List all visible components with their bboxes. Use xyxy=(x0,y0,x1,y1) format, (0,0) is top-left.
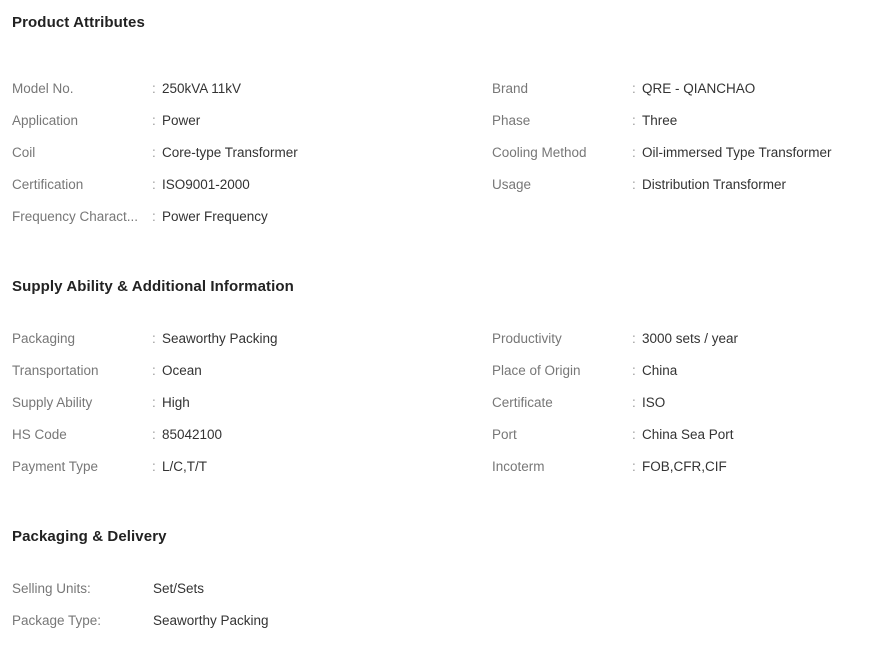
attribute-separator: : xyxy=(632,363,636,378)
attribute-separator: : xyxy=(152,81,156,96)
attribute-value: Ocean xyxy=(162,363,202,378)
attribute-separator: : xyxy=(632,177,636,192)
attribute-separator: : xyxy=(152,209,156,224)
packaging-value: Set/Sets xyxy=(153,581,205,596)
attribute-label: Model No. xyxy=(12,81,74,96)
product-detail-page xyxy=(0,14,871,646)
attribute-label: Incoterm xyxy=(492,459,545,474)
attribute-value: Power Frequency xyxy=(162,209,268,224)
product-attributes-grid xyxy=(12,73,857,233)
attribute-separator: : xyxy=(632,331,636,346)
attribute-label: Certification xyxy=(12,177,84,192)
attribute-value: High xyxy=(162,395,190,410)
attribute-label-empty xyxy=(492,201,632,233)
attribute-value: ISO xyxy=(642,395,666,410)
attribute-value: 85042100 xyxy=(162,427,223,442)
packaging-label: Package Type: xyxy=(12,613,102,628)
attribute-separator: : xyxy=(152,145,156,160)
attribute-value: FOB,CFR,CIF xyxy=(642,459,727,474)
attribute-label: HS Code xyxy=(12,427,67,442)
attribute-separator: : xyxy=(152,331,156,346)
attribute-label: Phase xyxy=(492,113,531,128)
attribute-separator: : xyxy=(632,427,636,442)
attribute-value: Distribution Transformer xyxy=(642,177,787,192)
attribute-label: Packaging xyxy=(12,331,76,346)
attribute-separator: : xyxy=(632,395,636,410)
attribute-value: Seaworthy Packing xyxy=(162,331,278,346)
packaging-value: Seaworthy Packing xyxy=(153,613,269,628)
attribute-value: China xyxy=(642,363,678,378)
attribute-value: Three xyxy=(642,113,678,128)
attribute-separator: : xyxy=(632,113,636,128)
attribute-value-empty xyxy=(642,201,857,233)
attribute-value: Core-type Transformer xyxy=(162,145,298,160)
attribute-separator: : xyxy=(152,363,156,378)
attribute-separator: : xyxy=(632,459,636,474)
attribute-value: Power xyxy=(162,113,201,128)
attribute-label: Brand xyxy=(492,81,529,96)
attribute-separator: : xyxy=(152,459,156,474)
attribute-label: Payment Type xyxy=(12,459,99,474)
section-title-supply-ability: Supply Ability & Additional Information xyxy=(12,278,294,295)
attribute-value: ISO9001-2000 xyxy=(162,177,250,192)
attribute-value: 3000 sets / year xyxy=(642,331,739,346)
attribute-label: Certificate xyxy=(492,395,553,410)
supply-ability-grid xyxy=(12,323,857,483)
attribute-label: Application xyxy=(12,113,79,128)
attribute-label: Transportation xyxy=(12,363,99,378)
attribute-separator-empty xyxy=(632,201,642,233)
section-title-product-attributes: Product Attributes xyxy=(12,14,145,31)
attribute-value: L/C,T/T xyxy=(162,459,208,474)
attribute-label: Coil xyxy=(12,145,36,160)
section-title-packaging-delivery: Packaging & Delivery xyxy=(12,528,167,545)
attribute-label: Place of Origin xyxy=(492,363,581,378)
attribute-separator: : xyxy=(152,395,156,410)
packaging-label: Selling Units: xyxy=(12,581,91,596)
attribute-label: Port xyxy=(492,427,517,442)
attribute-value: 250kVA 11kV xyxy=(162,81,242,96)
attribute-separator: : xyxy=(152,113,156,128)
attribute-label: Productivity xyxy=(492,331,562,346)
attribute-separator: : xyxy=(152,177,156,192)
attribute-separator: : xyxy=(152,427,156,442)
attribute-separator: : xyxy=(632,145,636,160)
attribute-separator: : xyxy=(632,81,636,96)
packaging-delivery-grid xyxy=(12,573,857,637)
attribute-value: China Sea Port xyxy=(642,427,734,442)
attribute-value: QRE - QIANCHAO xyxy=(642,81,756,96)
attribute-label: Usage xyxy=(492,177,532,192)
attribute-value: Oil-immersed Type Transformer xyxy=(642,145,832,160)
attribute-label: Supply Ability xyxy=(12,395,93,410)
attribute-label: Cooling Method xyxy=(492,145,587,160)
attribute-label: Frequency Charact... xyxy=(12,209,139,224)
